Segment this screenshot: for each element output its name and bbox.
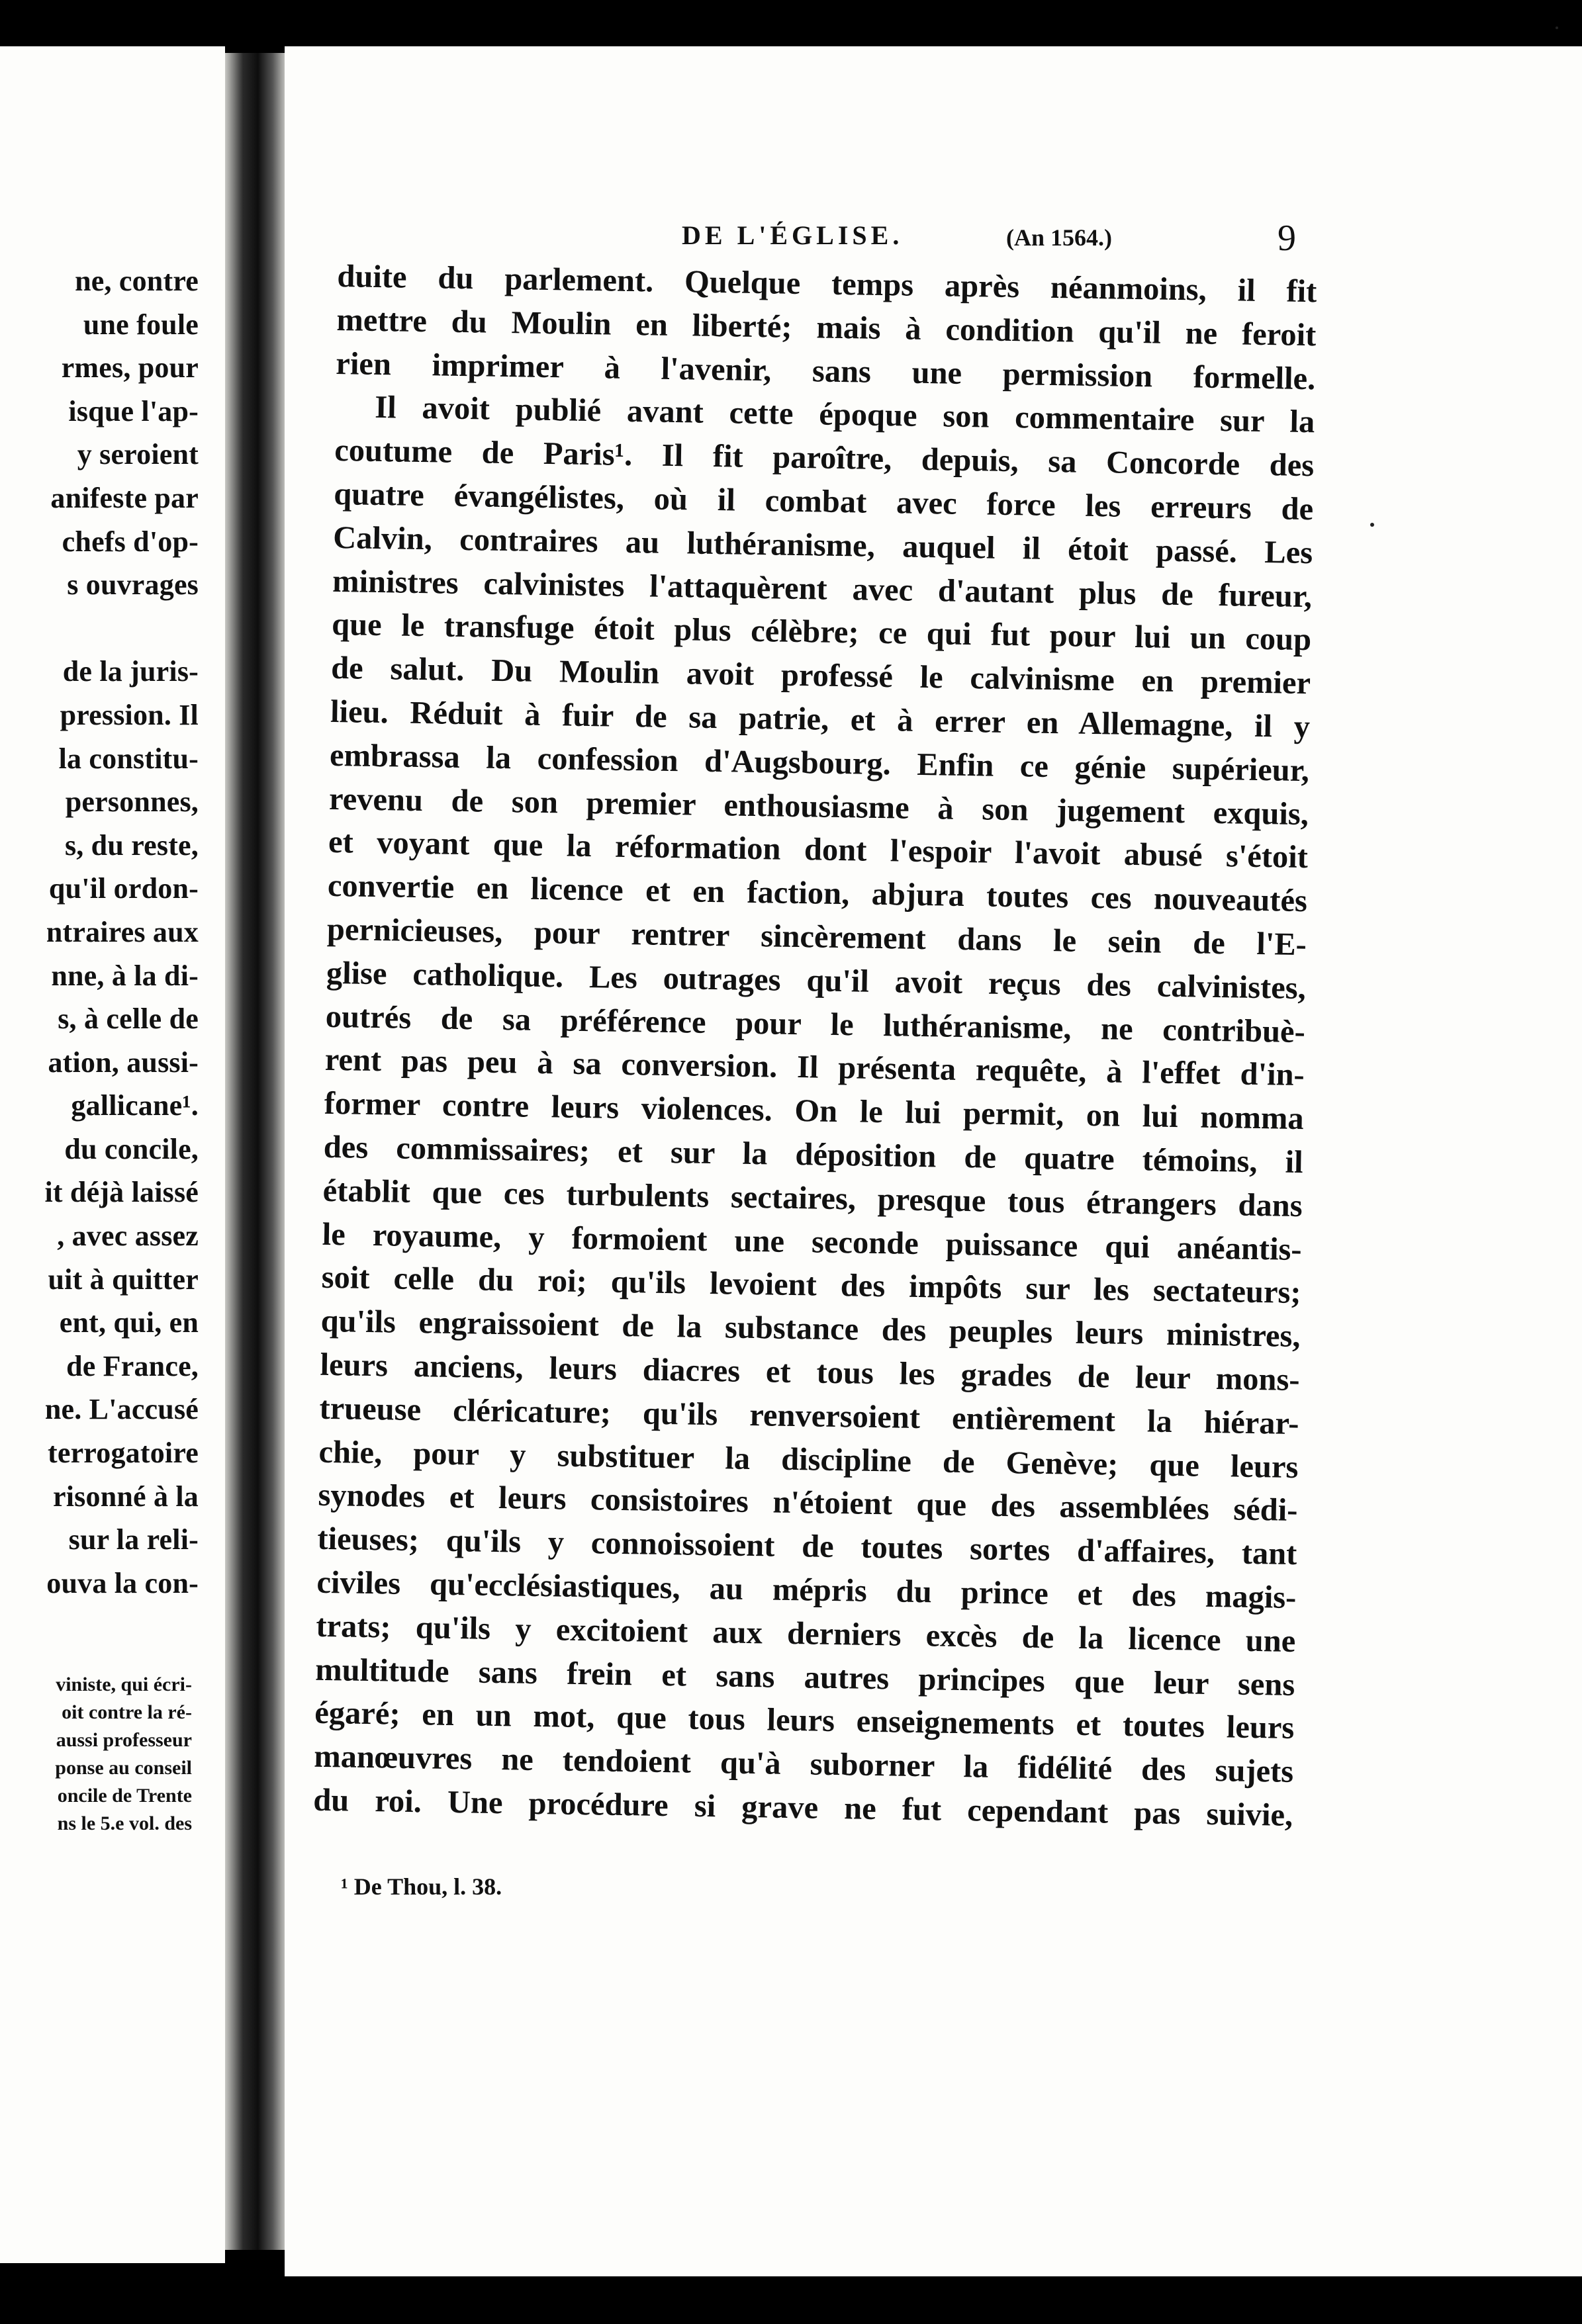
left-note-line: aussi professeur	[56, 1729, 192, 1751]
left-text-line: chefs d'op-	[62, 525, 199, 558]
body-text-line: le royaume, y formoient une seconde puissance qui anéantis-	[322, 1216, 1302, 1267]
footnote: ¹ De Thou, l. 38.	[341, 1873, 502, 1900]
left-note-line: oit contre la ré-	[62, 1701, 192, 1723]
left-text-line: anifeste par	[50, 481, 199, 514]
body-text-line: qu'ils engraissoient de la substance des peuples leurs ministres,	[320, 1303, 1301, 1355]
left-text-line: risonné à la	[53, 1480, 199, 1513]
body-text-line: synodes et leurs consistoires n'étoient que des assemblées sédi-	[318, 1478, 1298, 1529]
left-text-line: ne, contre	[75, 265, 199, 297]
left-text-line: pression. Il	[60, 698, 199, 731]
left-text-line: la constitu-	[58, 742, 199, 775]
body-text-line: tieuses; qu'ils y connoissoient de toutes sortes d'affaires, tant	[317, 1521, 1297, 1572]
left-text-line: ne. L'accusé	[44, 1393, 199, 1426]
left-text-line: du concile,	[64, 1132, 199, 1165]
left-text-line: gallicane¹.	[71, 1089, 199, 1122]
running-title: DE L'ÉGLISE.	[682, 220, 904, 250]
left-note-line: ponse au conseil	[55, 1757, 192, 1779]
body-text-line: du roi. Une procédure si grave ne fut cependant pas suivie,	[312, 1782, 1293, 1833]
body-text-line: ministres calvinistes l'attaquèrent avec d'autant plus de fureur,	[332, 563, 1313, 614]
body-text-line: établit que ces turbulents sectaires, presque tous étrangers dans	[322, 1173, 1303, 1224]
body-text-line: convertie en licence et en faction, abjura toutes ces nouveautés	[327, 868, 1308, 919]
running-year: (An 1564.)	[1006, 224, 1112, 251]
left-text-line: qu'il ordon-	[48, 872, 199, 905]
body-text-line: civiles qu'ecclésiastiques, au mépris du prince et des magis-	[316, 1564, 1297, 1615]
body-text-line: de salut. Du Moulin avoit professé le calvinisme en premier	[330, 650, 1311, 701]
left-text-line: de France,	[66, 1349, 199, 1382]
left-text-line: nne, à la di-	[51, 959, 199, 992]
left-text-line: isque l'ap-	[68, 394, 199, 427]
right-page	[285, 46, 1582, 2276]
left-text-line: s ouvrages	[67, 568, 199, 602]
left-text-line: de la juris-	[62, 655, 199, 688]
left-text-line: une foule	[83, 308, 199, 341]
body-text-line: Calvin, contraires au luthéranisme, auquel il étoit passé. Les	[332, 519, 1313, 570]
body-text-line: rent pas peu à sa conversion. Il présenta requête, à l'effet d'in-	[324, 1042, 1305, 1093]
paper-speck	[1556, 26, 1558, 29]
left-text-line: , avec assez	[57, 1220, 199, 1253]
running-head	[285, 212, 1317, 258]
left-text-line: ntraires aux	[46, 915, 199, 948]
body-text-line: des commissaires; et sur la déposition de quatre témoins, il	[323, 1129, 1304, 1181]
left-text-line: it déjà laissé	[44, 1176, 199, 1209]
body-text-line: mettre du Moulin en liberté; mais à condition qu'il ne feroit	[336, 302, 1317, 353]
left-note-line: ns le 5.e vol. des	[57, 1812, 192, 1834]
left-text-line: uit à quitter	[48, 1263, 199, 1296]
body-text-line: multitude sans frein et sans autres principes que leur sens	[315, 1652, 1295, 1703]
page-number: 9	[1278, 218, 1296, 259]
book-gutter	[225, 53, 285, 2250]
body-text-line: rien imprimer à l'avenir, sans une permission formelle.	[336, 345, 1316, 396]
body-text-line: leurs anciens, leurs diacres et tous les grades de leur mons-	[320, 1347, 1300, 1398]
left-page-text	[0, 259, 199, 1605]
left-page	[0, 46, 225, 2263]
body-text-line: trueuse cléricature; qu'ils renversoient entièrement la hiérar-	[319, 1390, 1299, 1441]
body-text-line: former contre leurs violences. On le lui permit, on lui nomma	[324, 1085, 1305, 1137]
paper-speck	[1370, 523, 1374, 527]
left-note-line: viniste, qui écri-	[56, 1674, 192, 1695]
body-text-line: Il avoit publié avant cette époque son commentaire sur la	[374, 390, 1315, 440]
body-text-line: embrassa la confession d'Augsbourg. Enfin ce génie supérieur,	[329, 737, 1310, 788]
body-text-line: soit celle du roi; qu'ils levoient des impôts sur les sectateurs;	[321, 1260, 1301, 1311]
left-page-notes	[0, 1671, 192, 1838]
left-text-line	[0, 607, 199, 650]
left-text-line: rmes, pour	[61, 351, 199, 384]
body-text-line: pernicieuses, pour rentrer sincèrement dans le sein de l'E-	[326, 911, 1307, 963]
body-text-line: chie, pour y substituer la discipline de Genève; que leurs	[318, 1434, 1299, 1485]
body-text-line: outrés de sa préférence pour le luthéranisme, ne contribuè-	[325, 999, 1306, 1050]
left-text-line: sur la reli-	[68, 1523, 199, 1556]
body-text-line: que le transfuge étoit plus célèbre; ce qui fut pour lui un coup	[331, 607, 1312, 658]
left-text-line: ation, aussi-	[48, 1046, 199, 1079]
left-text-line: s, du reste,	[64, 828, 199, 862]
left-text-line: terrogatoire	[48, 1437, 199, 1470]
body-text-line: quatre évangélistes, où il combat avec force les erreurs de	[333, 476, 1314, 527]
left-note-line: oncile de Trente	[57, 1785, 192, 1807]
left-text-line: ent, qui, en	[59, 1306, 199, 1339]
body-text-line: glise catholique. Les outrages qu'il avoit reçus des calvinistes,	[326, 955, 1307, 1006]
left-text-line: y seroient	[77, 438, 199, 471]
body-text-line: lieu. Réduit à fuir de sa patrie, et à errer en Allemagne, il y	[330, 693, 1311, 745]
left-text-line: s, à celle de	[58, 1003, 199, 1036]
left-text-line: personnes,	[65, 785, 199, 819]
body-text-line: trats; qu'ils y excitoient aux derniers excès de la licence une	[316, 1608, 1296, 1659]
body-text-line: manœuvres ne tendoient qu'à suborner la fidélité des sujets	[313, 1738, 1294, 1790]
body-text-line: coutume de Paris¹. Il fit paroître, depuis, sa Concorde des	[334, 433, 1315, 484]
body-text-line: égaré; en un mot, que tous leurs enseignements et toutes leurs	[314, 1695, 1295, 1746]
body-text-line: et voyant que la réformation dont l'espoir l'avoit abusé s'étoit	[328, 825, 1309, 875]
body-text	[313, 255, 1317, 1838]
left-text-line: ouva la con-	[46, 1566, 199, 1599]
body-text-line: duite du parlement. Quelque temps après néanmoins, il fit	[337, 258, 1317, 310]
body-text-line: revenu de son premier enthousiasme à son jugement exquis,	[328, 781, 1309, 832]
